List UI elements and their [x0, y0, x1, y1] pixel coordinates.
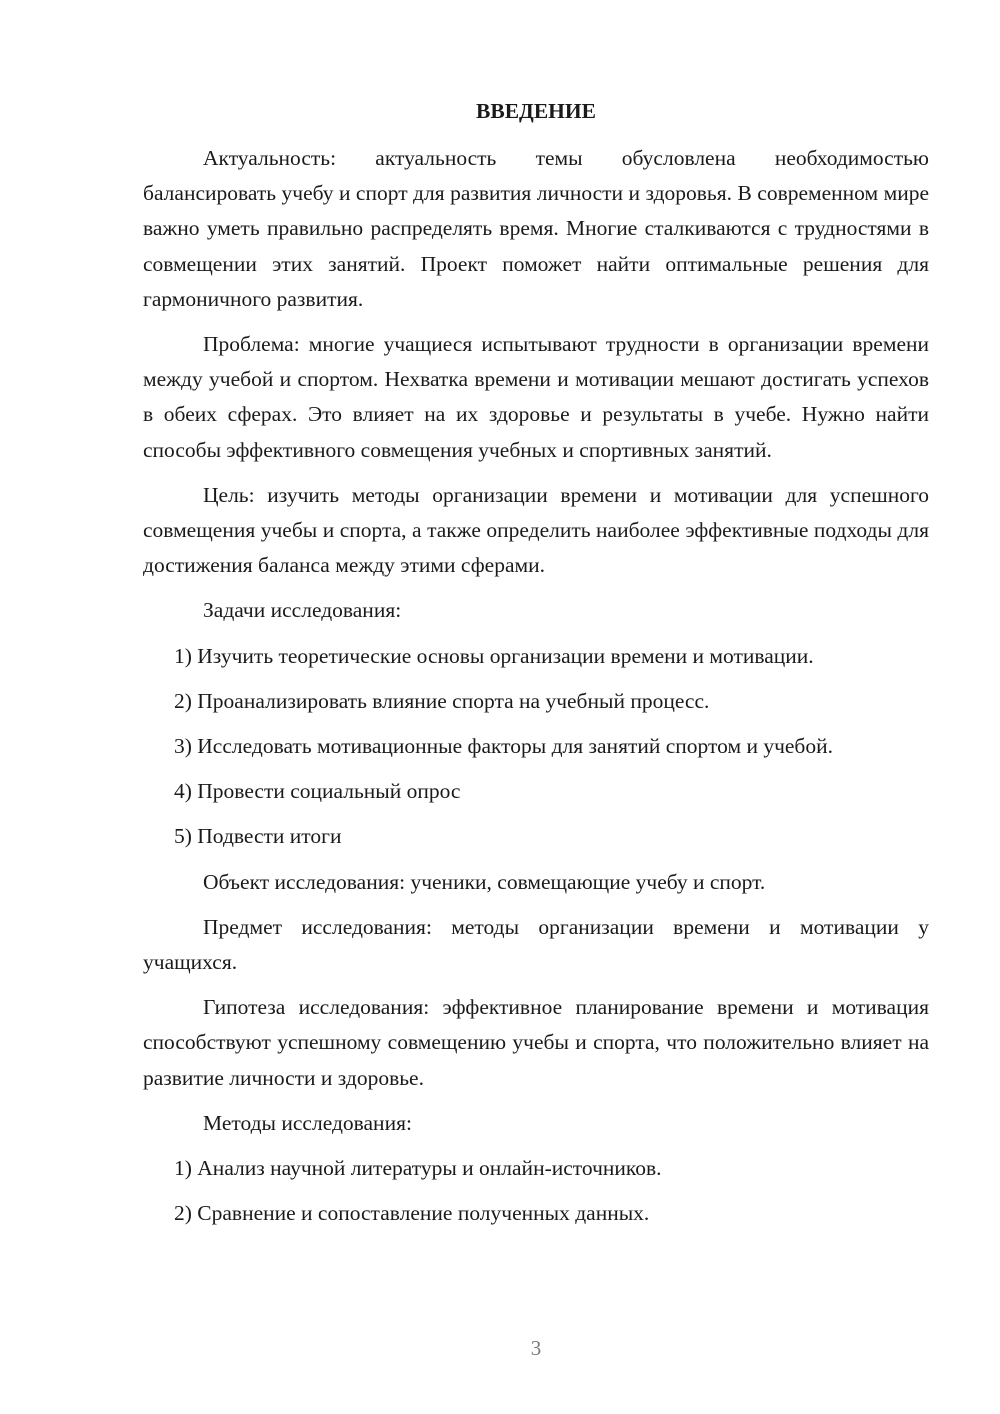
list-item: 4) Провести социальный опрос: [174, 779, 461, 804]
paragraph-problem: Проблема: многие учащиеся испытывают трудности в организации времени между учебой и спортом. Нехватка времени и мотивации мешают достигать успехов в обеих сферах. Это влияет на их здоровье и результаты в учебе. Нужно найти способы эффективного совмещения учебных и спортивных занятий.: [143, 332, 929, 462]
paragraph-goal: Цель: изучить методы организации времени и мотивации для успешного совмещения учебы и спорта, а также определить наиболее эффективные подходы для достижения баланса между этими сферами.: [143, 482, 929, 578]
list-item: 5) Подвести итоги: [174, 824, 342, 849]
paragraph-object: Объект исследования: ученики, совмещающие учебу и спорт.: [203, 869, 766, 894]
list-item: 2) Проанализировать влияние спорта на учебный процесс.: [174, 688, 710, 713]
paragraph-hypothesis: Гипотеза исследования: эффективное планирование времени и мотивация способствуют успешному совмещению учебы и спорта, что положительно влияет на развитие личности и здоровье.: [143, 995, 929, 1090]
paragraph-subject: Предмет исследования: методы организации времени и мотивации у учащихся.: [143, 914, 929, 975]
list-item: 2) Сравнение и сопоставление полученных данных.: [174, 1201, 650, 1226]
page-title: ВВЕДЕНИЕ: [476, 99, 596, 123]
list-item: 1) Изучить теоретические основы организации времени и мотивации.: [174, 643, 814, 668]
paragraph-methods-heading: Методы исследования:: [203, 1110, 412, 1135]
paragraph-tasks-heading: Задачи исследования:: [203, 598, 402, 623]
page-content: [143, 94, 929, 1241]
list-item: 1) Анализ научной литературы и онлайн-источников.: [174, 1156, 662, 1181]
page-number: 3: [530, 1336, 542, 1360]
paragraph-relevance: Актуальность: актуальность темы обусловлена необходимостью балансировать учебу и спорт для развития личности и здоровья. В современном мире важно уметь правильно распределять время. Многие сталкиваются с трудностями в совмещении этих занятий. Проект поможет найти оптимальные решения для гармоничного развития.: [143, 146, 929, 311]
list-item: 3) Исследовать мотивационные факторы для занятий спортом и учебой.: [174, 734, 833, 759]
